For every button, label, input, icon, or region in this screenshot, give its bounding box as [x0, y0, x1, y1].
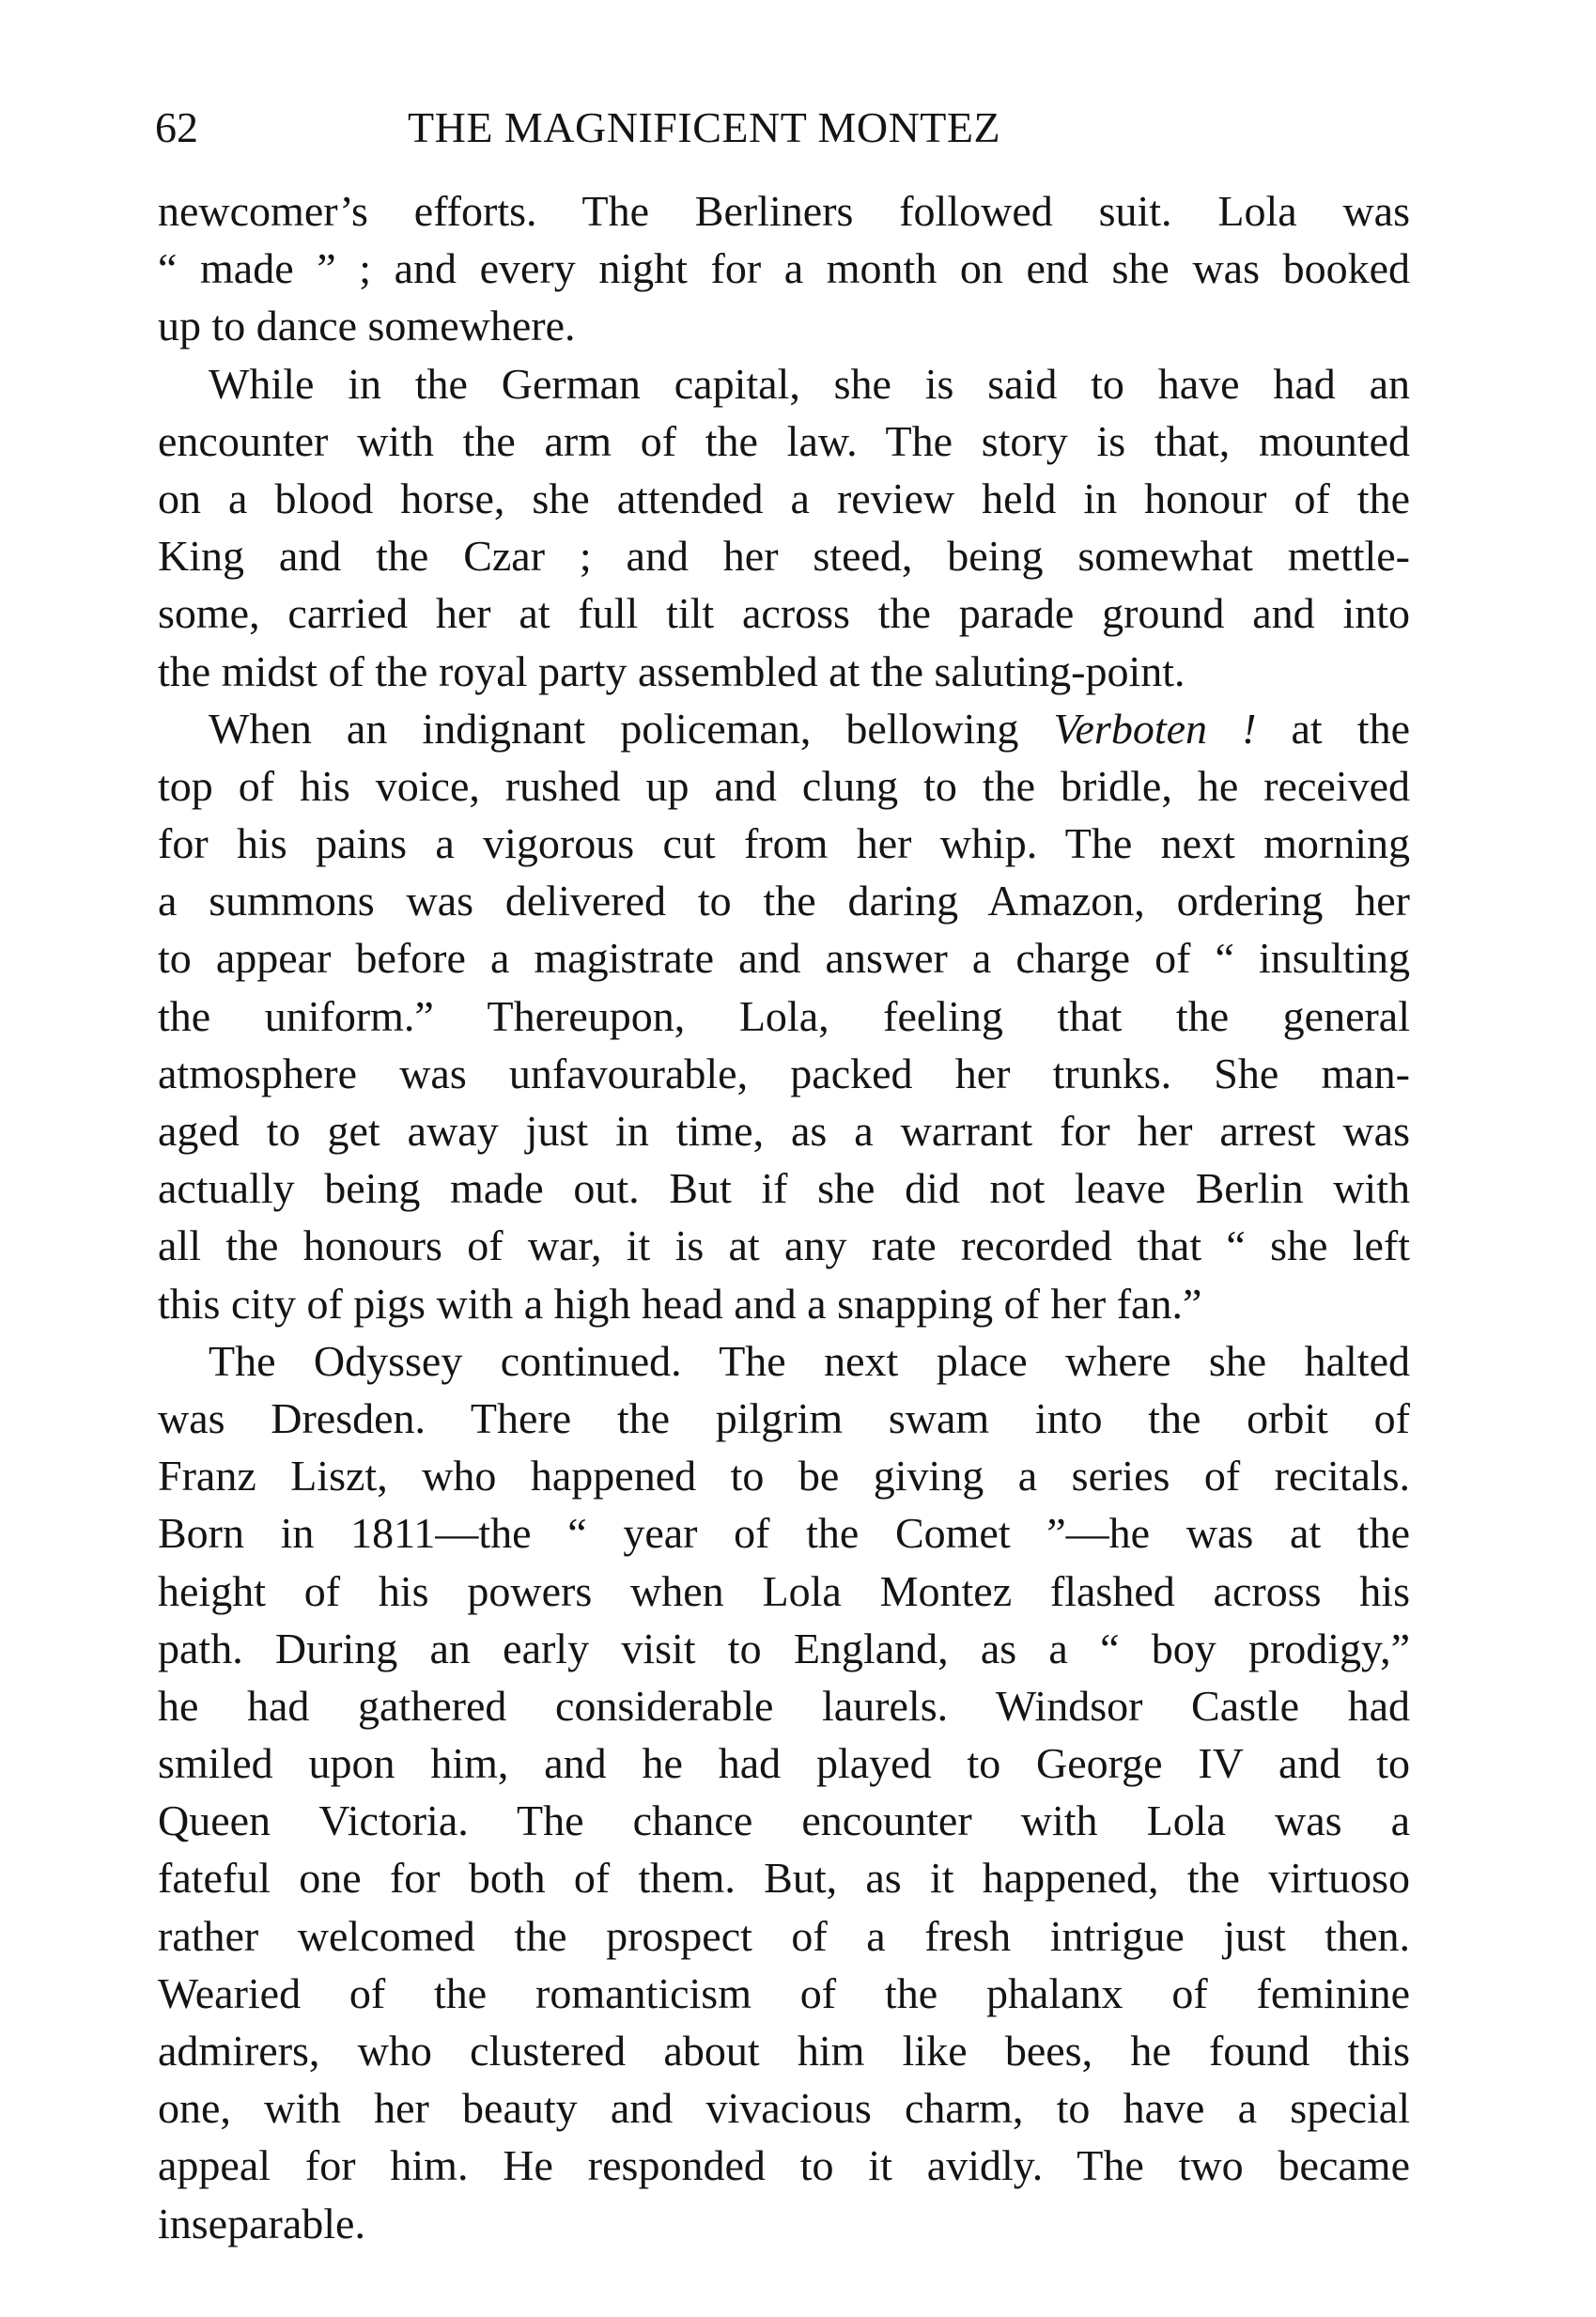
- text-line: “ made ” ; and every night for a month on end she was booked: [158, 244, 1410, 293]
- text-line: admirers, who clustered about him like bees, he found this: [158, 2027, 1410, 2075]
- book-title: THE MAGNIFICENT MONTEZ: [408, 103, 1001, 151]
- text-line: this city of pigs with a high head and a snapping of her fan.”: [158, 1279, 1202, 1328]
- paragraph: [158, 1332, 1410, 2252]
- text-line: some, carried her at full tilt across the parade ground and into: [158, 589, 1410, 638]
- text-line: one, with her beauty and vivacious charm, to have a special: [158, 2084, 1410, 2133]
- text-line: on a blood horse, she attended a review held in honour of the: [158, 474, 1410, 522]
- body-text: [158, 182, 1410, 2252]
- text-line: aged to get away just in time, as a warrant for her arrest was: [158, 1107, 1410, 1155]
- text-line: encounter with the arm of the law. The story is that, mounted: [158, 416, 1410, 465]
- text-line: atmosphere was unfavourable, packed her trunks. She man-: [158, 1049, 1410, 1097]
- running-head: [155, 100, 1414, 156]
- paragraph: [158, 700, 1410, 1332]
- paragraph: [158, 182, 1410, 355]
- text-line: top of his voice, rushed up and clung to the bridle, he received: [158, 761, 1410, 810]
- text-line: path. During an early visit to England, as a “ boy prodigy,”: [158, 1624, 1410, 1672]
- text-line: he had gathered considerable laurels. Windsor Castle had: [158, 1681, 1410, 1730]
- text-line: to appear before a magistrate and answer a charge of “ insulting: [158, 934, 1410, 983]
- text-line: a summons was delivered to the daring Amazon, ordering her: [158, 877, 1410, 925]
- text-line: all the honours of war, it is at any rate recorded that “ she left: [158, 1221, 1410, 1270]
- text-line: newcomer’s efforts. The Berliners followed suit. Lola was: [158, 187, 1410, 235]
- text-line: for his pains a vigorous cut from her whip. The next morning: [158, 819, 1410, 868]
- text-line: Queen Victoria. The chance encounter with Lola was a: [158, 1796, 1410, 1845]
- text-line: the uniform.” Thereupon, Lola, feeling that the general: [158, 991, 1410, 1040]
- text-line: the midst of the royal party assembled at the saluting-point.: [158, 646, 1185, 695]
- paragraph: [158, 355, 1410, 700]
- text-line: While in the German capital, she is said to have had an: [209, 359, 1410, 408]
- text-line: appeal for him. He responded to it avidly. The two became: [158, 2141, 1410, 2190]
- text-line: King and the Czar ; and her steed, being somewhat mettle-: [158, 532, 1410, 581]
- text-line: Wearied of the romanticism of the phalanx of feminine: [158, 1968, 1410, 2017]
- text-line: fateful one for both of them. But, as it happened, the virtuoso: [158, 1854, 1410, 1903]
- text-line: actually being made out. But if she did not leave Berlin with: [158, 1164, 1410, 1213]
- text-line: up to dance somewhere.: [158, 302, 576, 350]
- text-line: When an indignant policeman, bellowing Verboten ! at the: [209, 704, 1410, 753]
- text-line: Franz Liszt, who happened to be giving a series of recitals.: [158, 1452, 1410, 1501]
- text-line: smiled upon him, and he had played to George IV and to: [158, 1739, 1410, 1788]
- text-line: The Odyssey continued. The next place where she halted: [209, 1336, 1410, 1385]
- page-number: 62: [155, 103, 198, 151]
- text-line: inseparable.: [158, 2199, 365, 2247]
- text-line: height of his powers when Lola Montez flashed across his: [158, 1566, 1410, 1615]
- text-line: rather welcomed the prospect of a fresh intrigue just then.: [158, 1911, 1410, 1960]
- text-line: was Dresden. There the pilgrim swam into the orbit of: [158, 1393, 1410, 1442]
- text-line: Born in 1811—the “ year of the Comet ”—he was at the: [158, 1509, 1410, 1558]
